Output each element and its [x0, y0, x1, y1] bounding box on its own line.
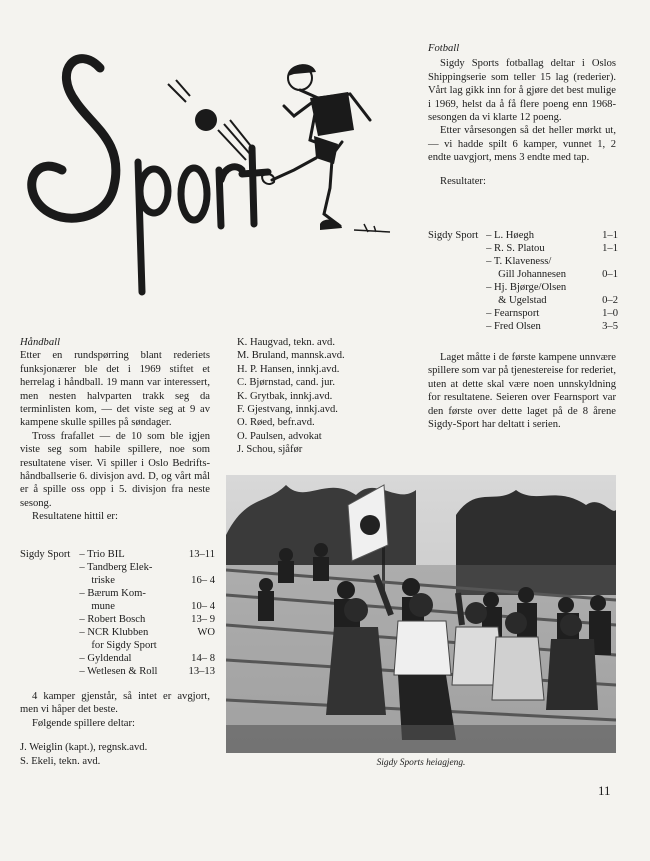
fotball-results-table: [428, 229, 618, 333]
home-team-cell: [20, 613, 77, 626]
handball-result-row: [20, 548, 215, 561]
fotball-result-row: [428, 307, 618, 320]
home-team-cell: [20, 561, 77, 574]
handball-result-row: [20, 587, 215, 600]
fotball-heading: Fotball: [428, 43, 460, 54]
page-number: 11: [598, 783, 611, 798]
opponent-cell: – Gyldendal: [79, 653, 132, 664]
fotball-paragraph-3: Laget måtte i de første kampene unnvære spillere som var på tjenestereise for rederiet, uten at dette skal være noen unnskyldning for resultatene. Seieren over Fearnsport var den første over dette laget på de 8 årene Sigdy-Sport har deltatt i serien.: [428, 352, 616, 431]
score-cell: 16– 4: [191, 575, 215, 586]
score-cell: 3–5: [602, 321, 618, 332]
handball-result-row: [20, 561, 215, 574]
home-team-cell: [428, 281, 484, 294]
fotball-results-label: Resultater:: [440, 175, 486, 187]
player-line: S. Ekeli, tekn. avd.: [20, 755, 101, 767]
score-cell: 14– 8: [191, 653, 215, 664]
handball-result-row: [20, 652, 215, 665]
fotball-result-row: [428, 255, 618, 268]
opponent-cell: – Wetlesen & Roll: [79, 666, 158, 677]
score-cell: 0–1: [602, 269, 618, 280]
handball-result-row: [20, 665, 215, 678]
handball-result-row: [20, 574, 215, 587]
home-team-cell: [428, 307, 484, 320]
score-cell: [182, 587, 215, 600]
player-line: J. Weiglin (kapt.), regnsk.avd.: [20, 742, 148, 754]
handball-result-row: [20, 626, 215, 639]
player-line: M. Bruland, mannsk.avd.: [237, 350, 345, 362]
home-team-cell: [20, 652, 77, 665]
fotball-result-row: [428, 268, 618, 281]
score-cell: 13–11: [188, 549, 215, 560]
player-line: F. Gjestvang, innkj.avd.: [237, 404, 338, 416]
opponent-cell: – T. Klaveness/: [486, 256, 552, 267]
handball-paragraph-4: 4 kamper gjenstår, så intet er avgjort, men vi håper det beste.: [20, 691, 210, 716]
home-team-cell: [428, 320, 484, 333]
home-team-cell: [428, 242, 484, 255]
player-line: O. Røed, befr.avd.: [237, 417, 315, 429]
opponent-cell: – Trio BIL: [79, 549, 125, 560]
score-cell: 0–2: [602, 295, 618, 306]
handball-results-table: [20, 548, 215, 678]
home-team-cell: [20, 574, 77, 587]
score-cell: 13– 9: [191, 614, 215, 625]
handball-paragraph-5: Følgende spillere deltar:: [32, 717, 135, 729]
player-line: J. Schou, sjåfør: [237, 444, 303, 456]
home-team-cell: [428, 255, 484, 268]
home-team-cell: Sigdy Sport: [428, 230, 479, 241]
home-team-cell: [20, 600, 77, 613]
score-cell: 10– 4: [191, 601, 215, 612]
score-cell: [182, 561, 215, 574]
opponent-cell: for Sigdy Sport: [91, 640, 157, 651]
player-line: C. Bjørnstad, cand. jur.: [237, 377, 335, 389]
handball-result-row: [20, 639, 215, 652]
opponent-cell: – Tandberg Elek-: [79, 562, 153, 573]
handball-paragraph-1: Etter en rundspørring blant rederiets funksjonærer ble det i 1969 stiftet et herrelag i håndball. 19 mann var interessert, men nesten halvparten trakk seg da terminlisten kom, — det viste seg at 9 av kampene skulle spilles på søndager.: [20, 350, 210, 429]
opponent-cell: triske: [91, 575, 115, 586]
fotball-paragraph-1: Sigdy Sports fotballag deltar i Oslos Shippingserie som teller 15 lag (rederier). Vårt lag gikk inn for å gjøre det best mulige i 1969, helst da å få flere poeng enn 1968-sesongen da vi klarte 12 poeng.: [428, 58, 616, 124]
handball-heading: Håndball: [20, 337, 61, 348]
player-line: H. P. Hansen, innkj.avd.: [237, 363, 340, 375]
opponent-cell: mune: [91, 601, 115, 612]
home-team-cell: Sigdy Sport: [20, 549, 71, 560]
score-cell: WO: [197, 627, 215, 638]
fotball-result-row: [428, 320, 618, 333]
fotball-result-row: [428, 281, 618, 294]
home-team-cell: [20, 626, 77, 639]
fotball-result-row: [428, 229, 618, 242]
opponent-cell: – Bærum Kom-: [79, 588, 146, 599]
player-line: K. Grytbak, innkj.avd.: [237, 390, 333, 402]
score-cell: 1–1: [602, 230, 618, 241]
player-line: K. Haugvad, tekn. avd.: [237, 337, 335, 348]
opponent-cell: Gill Johannesen: [498, 269, 567, 280]
score-cell: 13–13: [188, 666, 215, 677]
player-list: [237, 336, 417, 457]
opponent-cell: – R. S. Platou: [486, 243, 545, 254]
home-team-cell: [20, 665, 77, 678]
home-team-cell: [428, 268, 484, 281]
score-cell: 1–0: [602, 308, 618, 319]
score-cell: [586, 255, 618, 268]
opponent-cell: – Fearnsport: [486, 308, 540, 319]
player-line: O. Paulsen, advokat: [237, 430, 322, 442]
opponent-cell: – NCR Klubben: [79, 627, 149, 638]
opponent-cell: – L. Høegh: [486, 230, 535, 241]
sport-logo-illustration: [18, 46, 423, 296]
photo-caption: Sigdy Sports heiagjeng.: [376, 758, 466, 768]
handball-paragraph-2: Tross frafallet — de 10 som ble igjen viste seg som habile spillere, noe som resultatene viser. Vi spiller i Oslo Bedrifts-håndballserie 6. divisjon avd. D, og vårt mål er å spille oss opp i 5. divisjon fra neste sesong.: [20, 430, 210, 509]
home-team-cell: [20, 639, 77, 652]
home-team-cell: [20, 587, 77, 600]
fotball-paragraph-2: Etter vårsesongen så det heller mørkt ut, — vi hadde spilt 6 kamper, vunnet 1, 2 endte uavgjort, mens 3 endte med tap.: [428, 125, 616, 164]
opponent-cell: – Hj. Bjørge/Olsen: [486, 282, 567, 293]
score-cell: [586, 281, 618, 294]
score-cell: [182, 639, 215, 652]
opponent-cell: – Fred Olsen: [486, 321, 541, 332]
handball-paragraph-3: Resultatene hittil er:: [32, 511, 118, 523]
fotball-result-row: [428, 242, 618, 255]
cheering-crowd-photo: [226, 475, 616, 753]
home-team-cell: [428, 294, 484, 307]
fotball-result-row: [428, 294, 618, 307]
score-cell: 1–1: [602, 243, 618, 254]
opponent-cell: – Robert Bosch: [79, 614, 146, 625]
handball-result-row: [20, 613, 215, 626]
opponent-cell: & Ugelstad: [498, 295, 547, 306]
handball-result-row: [20, 600, 215, 613]
